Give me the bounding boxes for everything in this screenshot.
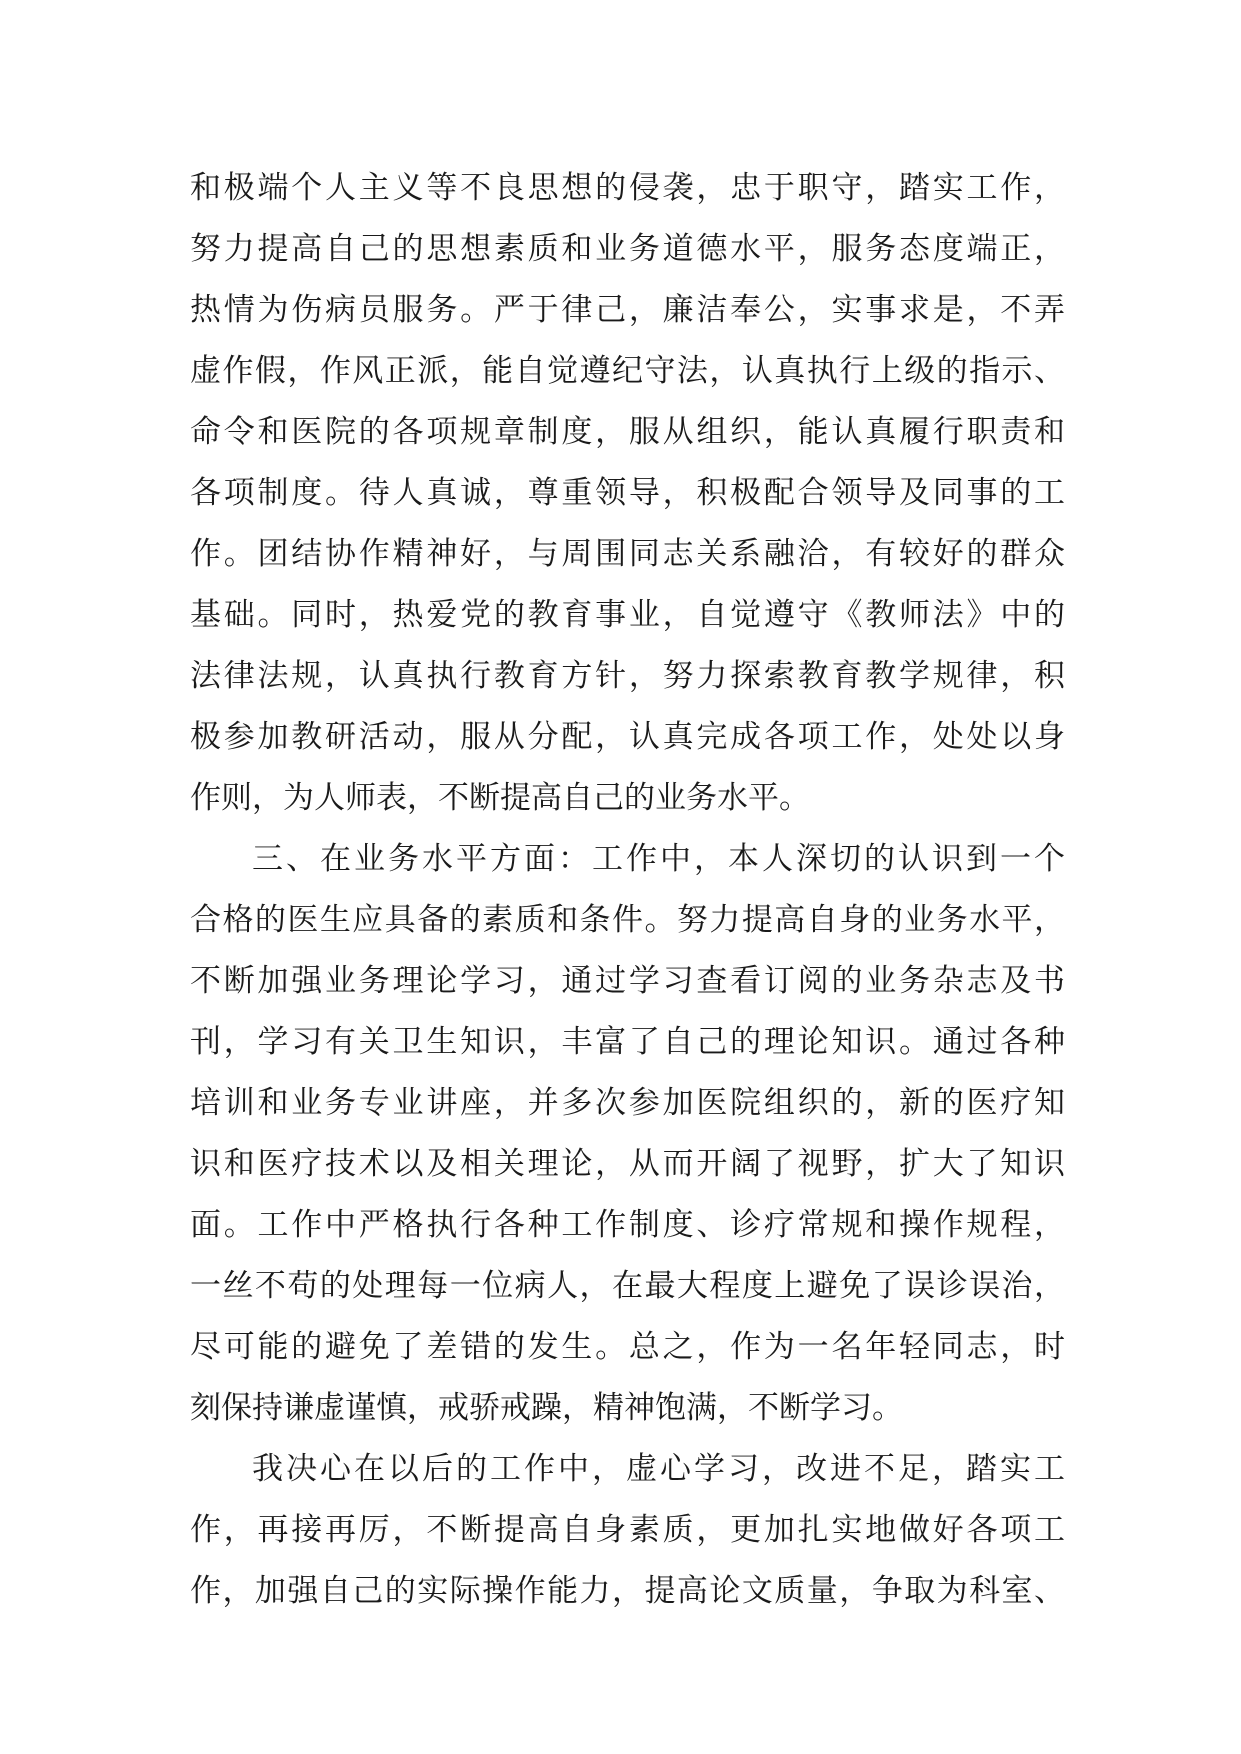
text-line: 尽可能的避免了差错的发生。总之，作为一名年轻同志，时 <box>190 1329 1065 1365</box>
text-line: 极参加教研活动，服从分配，认真完成各项工作，处处以身 <box>190 719 1065 755</box>
text-line: 努力提高自己的思想素质和业务道德水平，服务态度端正， <box>190 231 1065 267</box>
text-line: 作则，为人师表，不断提高自己的业务水平。 <box>190 780 810 816</box>
text-line: 一丝不苟的处理每一位病人，在最大程度上避免了误诊误治， <box>190 1268 1065 1304</box>
text-line: 培训和业务专业讲座，并多次参加医院组织的，新的医疗知 <box>190 1085 1065 1121</box>
text-line: 基础。同时，热爱党的教育事业，自觉遵守《教师法》中的 <box>190 597 1065 633</box>
paragraph <box>190 1439 1065 1622</box>
text-line: 我决心在以后的工作中，虚心学习，改进不足，踏实工 <box>252 1451 1065 1487</box>
paragraph <box>190 158 1065 829</box>
text-line: 面。工作中严格执行各种工作制度、诊疗常规和操作规程， <box>190 1207 1065 1243</box>
document-body <box>190 158 1065 1622</box>
text-line: 虚作假，作风正派，能自觉遵纪守法，认真执行上级的指示、 <box>190 353 1065 389</box>
paragraph <box>190 829 1065 1439</box>
text-line: 法律法规，认真执行教育方针，努力探索教育教学规律，积 <box>190 658 1065 694</box>
text-line: 命令和医院的各项规章制度，服从组织，能认真履行职责和 <box>190 414 1065 450</box>
text-line: 各项制度。待人真诚，尊重领导，积极配合领导及同事的工 <box>190 475 1065 511</box>
text-line: 合格的医生应具备的素质和条件。努力提高自身的业务水平， <box>190 902 1065 938</box>
text-line: 不断加强业务理论学习，通过学习查看订阅的业务杂志及书 <box>190 963 1065 999</box>
text-line: 作，再接再厉，不断提高自身素质，更加扎实地做好各项工 <box>190 1512 1065 1548</box>
text-line: 刊，学习有关卫生知识，丰富了自己的理论知识。通过各种 <box>190 1024 1065 1060</box>
text-line: 识和医疗技术以及相关理论，从而开阔了视野，扩大了知识 <box>190 1146 1065 1182</box>
text-line: 热情为伤病员服务。严于律己，廉洁奉公，实事求是，不弄 <box>190 292 1065 328</box>
text-line: 和极端个人主义等不良思想的侵袭，忠于职守，踏实工作， <box>190 170 1065 206</box>
text-line: 刻保持谦虚谨慎，戒骄戒躁，精神饱满，不断学习。 <box>190 1390 903 1426</box>
text-line: 三、在业务水平方面：工作中，本人深切的认识到一个 <box>252 841 1065 877</box>
text-line: 作，加强自己的实际操作能力，提高论文质量，争取为科室、 <box>190 1573 1065 1609</box>
text-line: 作。团结协作精神好，与周围同志关系融洽，有较好的群众 <box>190 536 1065 572</box>
